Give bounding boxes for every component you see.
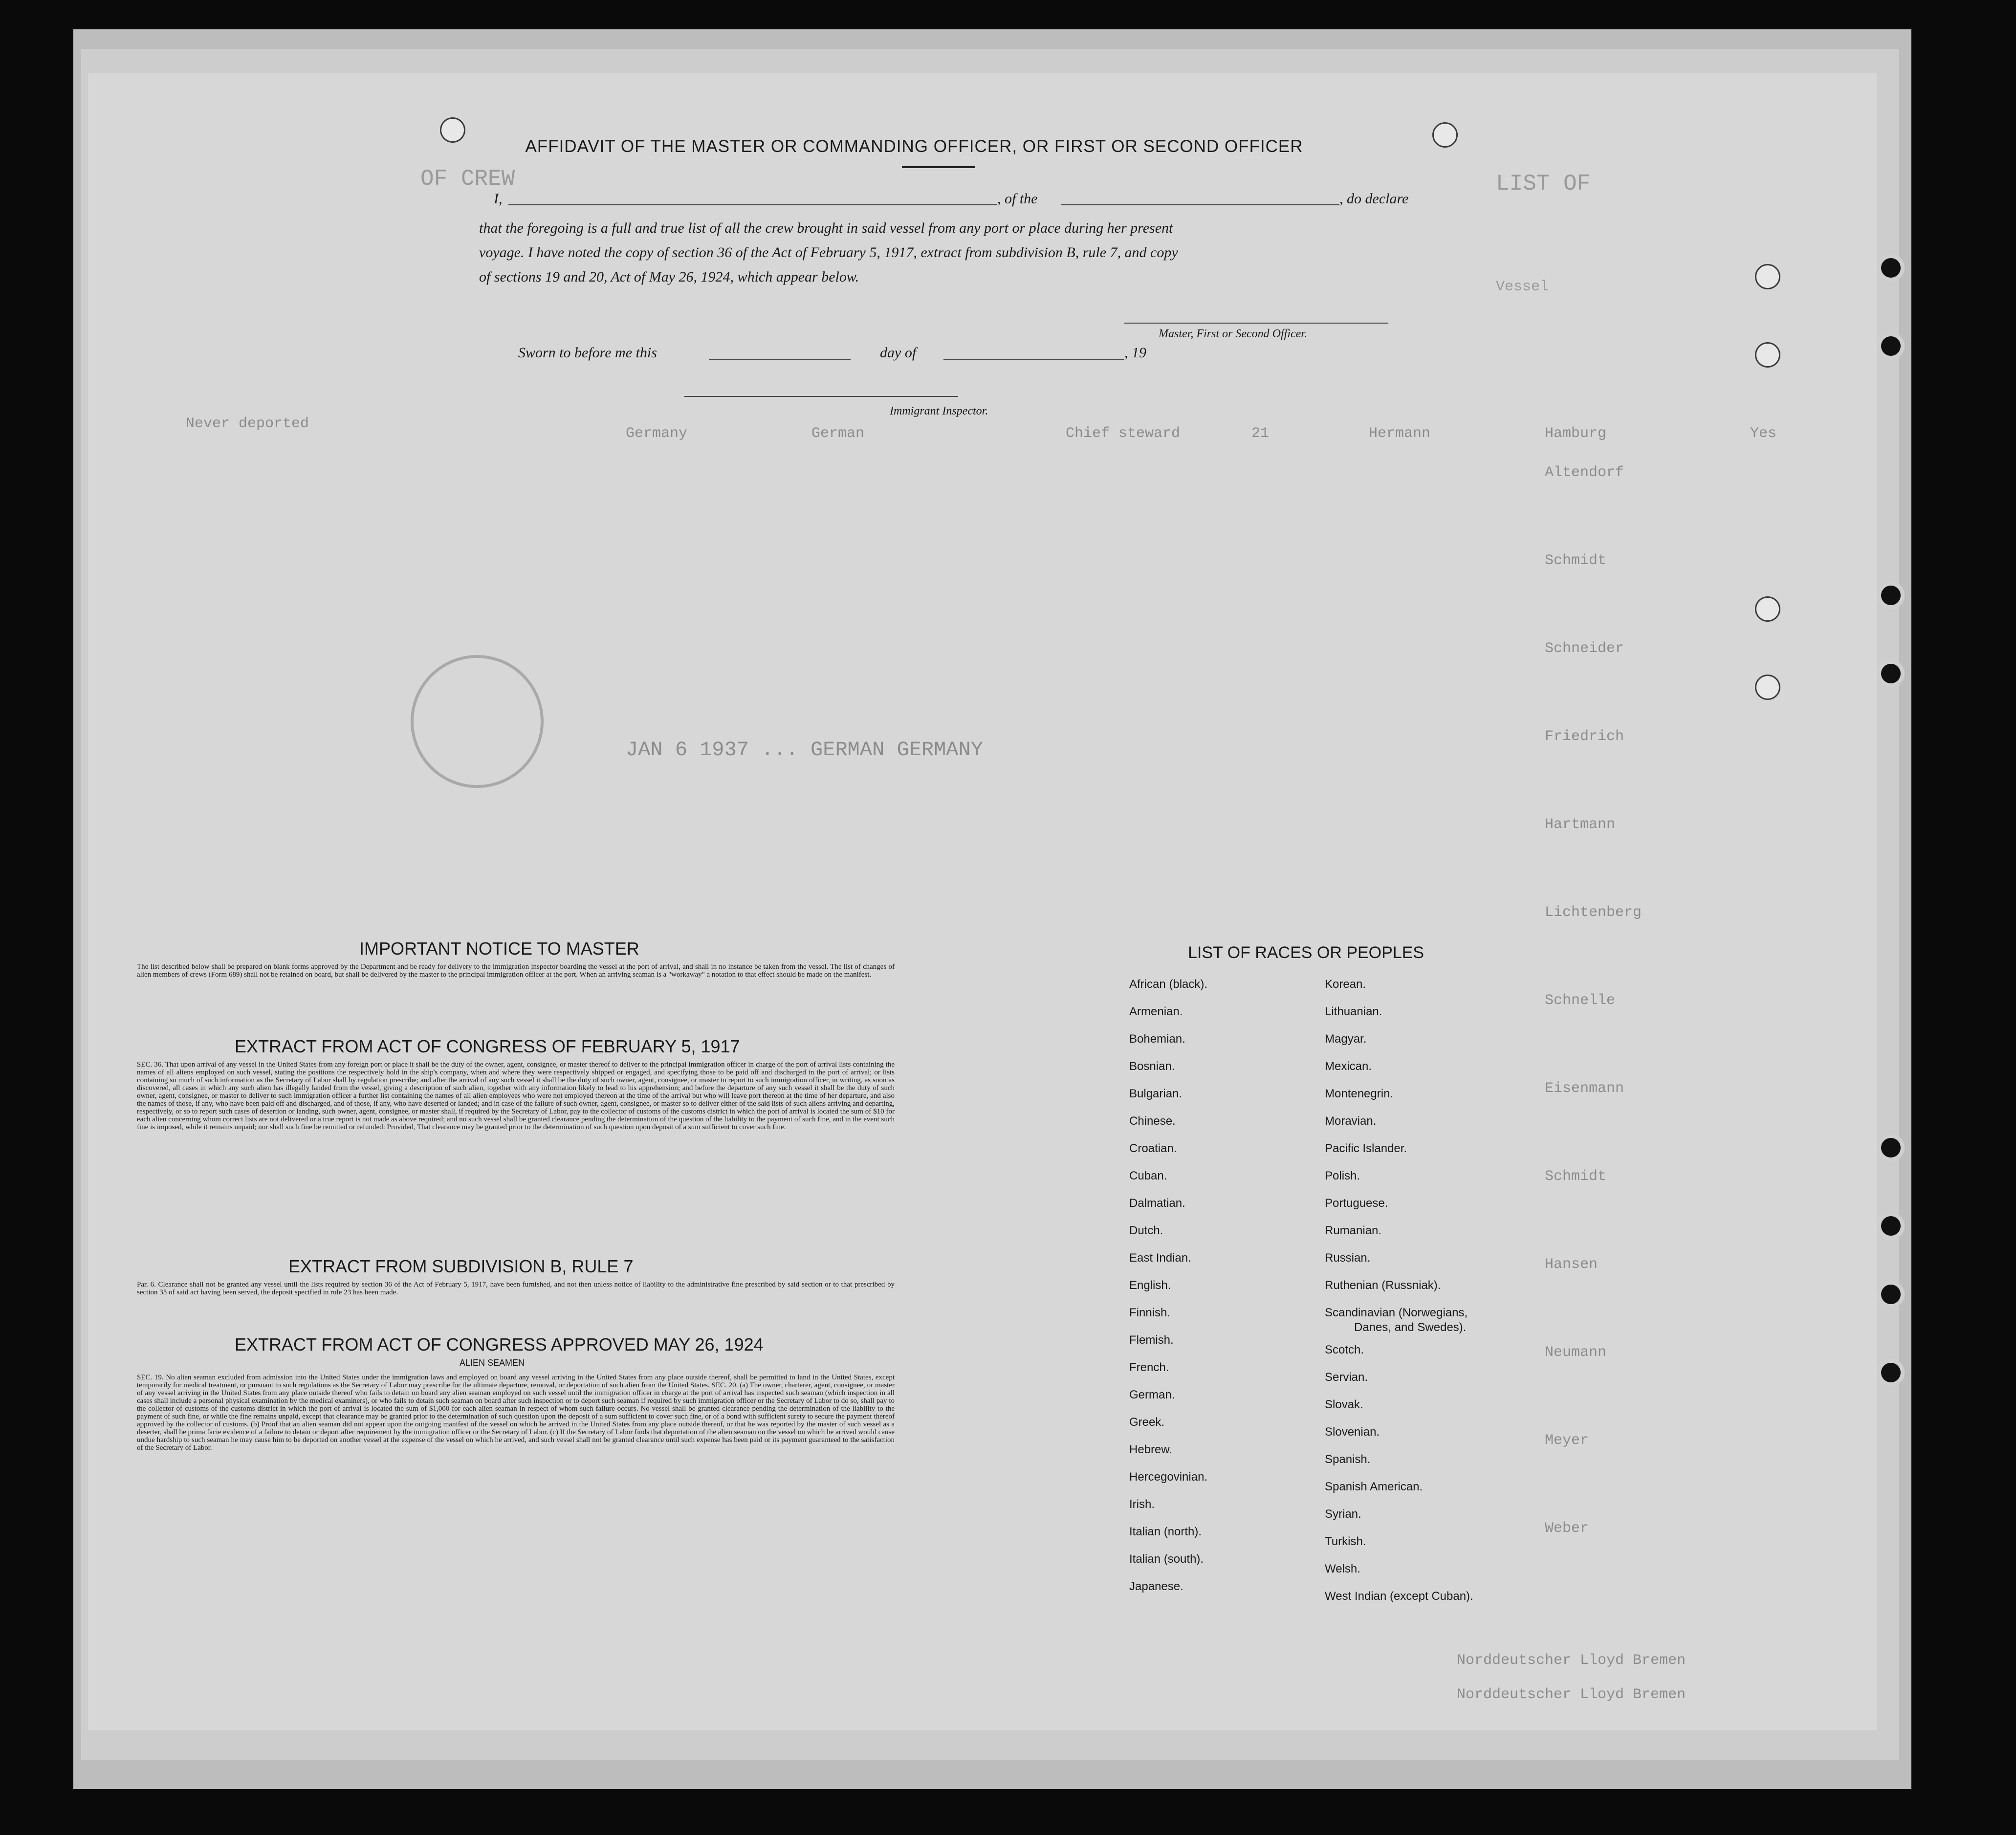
punch-hole (1755, 675, 1780, 700)
punch-hole (1755, 264, 1780, 289)
race-right: West Indian (except Cuban). (1325, 1590, 1473, 1603)
binder-ring (1877, 1359, 1905, 1386)
race-left: French. (1129, 1361, 1169, 1374)
races-list (1129, 978, 1520, 1662)
extract-1917-title: EXTRACT FROM ACT OF CONGRESS OF FEBRUARY 5, 1917 (235, 1036, 740, 1056)
extract-rule7-text: Par. 6. Clearance shall not be granted any vessel until the lists required by section 36 of the Act of February 5, 1917, have been furnished, and not then unless notice of liability to the administrative fine prescribed by said section or to that prescribed by section 35 of said act having been served, the deposit specified in rule 23 has been made. (137, 1281, 895, 1296)
race-left: Croatian. (1129, 1142, 1177, 1155)
name-blank[interactable] (508, 204, 997, 205)
notice-title: IMPORTANT NOTICE TO MASTER (359, 939, 639, 959)
binder-ring (1877, 660, 1905, 687)
race-left: Finnish. (1129, 1306, 1171, 1319)
race-right: Slovenian. (1325, 1425, 1380, 1439)
race-right: Portuguese. (1325, 1197, 1388, 1210)
affidavit-title: AFFIDAVIT OF THE MASTER OR COMMANDING OFFICER, OR FIRST OR SECOND OFFICER (525, 137, 1303, 156)
race-right: Montenegrin. (1325, 1087, 1394, 1100)
bleed-through-crew-list: LIST OF OF CREW Vessel Yes Hamburg Hermann 21 Chief steward German Germany Never deported Altendorf Schmidt Schneider Friedrich Hartmann Lichtenberg Schnelle Eisenmann Schmidt Hansen Neumann Meyer Weber JAN 6 1937 ... GERMAN GERMANY Norddeutscher Lloyd Bremen Norddeutscher Lloyd Bremen (186, 166, 1777, 1703)
title-rule (902, 166, 975, 168)
race-right: Servian. (1325, 1371, 1368, 1384)
race-right: Rumanian. (1325, 1224, 1382, 1237)
race-left: Italian (south). (1129, 1552, 1204, 1566)
year-label: , 19 (1124, 345, 1146, 361)
race-left: Japanese. (1129, 1580, 1183, 1593)
race-right: Russian. (1325, 1251, 1371, 1265)
affidavit-line-3: of sections 19 and 20, Act of May 26, 1924, which appear below. (479, 269, 859, 285)
binder-ring (1877, 582, 1905, 609)
race-left: Cuban. (1129, 1169, 1167, 1182)
race-left: Greek. (1129, 1416, 1165, 1429)
race-left: Dalmatian. (1129, 1197, 1185, 1210)
race-left: Bosnian. (1129, 1060, 1175, 1073)
affidavit-line-2: voyage. I have noted the copy of section 36 of the Act of February 5, 1917, extract from subdivision B, rule 7, and copy (479, 244, 1178, 261)
day-of-label: day of (880, 345, 917, 361)
extract-1917-text: SEC. 36. That upon arrival of any vessel in the United States from any foreign port or place it shall be the duty of the owner, agent, consignee, or master thereof to deliver to the principal immigration officer in charge of the port of arrival lists containing the names of all aliens employed on such vessel, stating the positions the respectively hold in the ship's company, when and where they were respectively shipped or engaged, and specifying those to be paid off and discharged in the port of arrival; or lists containing so much of such information as the Secretary of Labor shall by regulation prescribe; and after the arrival of any such vessel it shall be the duty of such owner, agent, consignee, or master to report to such immigration officer, in writing, as soon as discovered, all cases in which any such alien has illegally landed from the vessel, giving a description of such alien, together with any information likely to lead to his apprehension; and before the departure of any such vessel it shall be the duty of such owner, agent, consignee, or master to deliver to such immigration officer a further list containing the names of all alien employees who were not employed thereon at the time of the arrival but who will leave port thereon at the time of her departure, and also the names of those, if any, who have been paid off and discharged, and of those, if any, who have deserted or landed; and in case of the failure of such owner, agent, consignee, or master so to deliver either of the said lists of such aliens arriving and departing, respectively, or so to report such cases of desertion or landing, such owner, agent, consignee, or master shall, if required by the Secretary of Labor, pay to the collector of customs of the customs district in which the port of arrival is located the sum of $10 for each alien concerning whom correct lists are not delivered or a true report is not made as above required; and no such vessel shall be granted clearance pending the determination of the question of the liability to the payment of such fine, and in the event such fine is imposed, while it remains unpaid; nor shall such fine be remitted or refunded: Provided, That clearance may be granted prior to the determination of such question upon deposit of a sum sufficient to cover such fine. (137, 1061, 895, 1131)
binder-ring (1877, 254, 1905, 282)
race-right: Pacific Islander. (1325, 1142, 1407, 1155)
race-right: Polish. (1325, 1169, 1360, 1182)
race-right: Welsh. (1325, 1562, 1360, 1575)
races-title: LIST OF RACES OR PEOPLES (1188, 943, 1424, 962)
inspector-label: Immigrant Inspector. (890, 405, 988, 417)
affidavit-line-1: that the foregoing is a full and true list of all the crew brought in said vessel from any port or place during her present (479, 220, 1173, 236)
race-left: Bulgarian. (1129, 1087, 1183, 1100)
race-right-continued: Danes, and Swedes). (1354, 1321, 1467, 1334)
race-left: German. (1129, 1388, 1175, 1401)
race-left: English. (1129, 1279, 1171, 1292)
binder-ring (1877, 1134, 1905, 1161)
sworn-label: Sworn to before me this (518, 345, 657, 361)
inspector-signature-line[interactable] (684, 396, 958, 397)
race-right: Lithuanian. (1325, 1005, 1382, 1018)
vessel-blank[interactable] (1061, 204, 1339, 205)
race-right: Scotch. (1325, 1343, 1364, 1356)
extract-1924-title: EXTRACT FROM ACT OF CONGRESS APPROVED MAY 26, 1924 (235, 1334, 764, 1354)
race-right: Ruthenian (Russniak). (1325, 1279, 1441, 1292)
punch-hole (1755, 596, 1780, 622)
notice-text: The list described below shall be prepared on blank forms approved by the Department and be ready for delivery to the immigration inspector boarding the vessel at the port of arrival, and shall in no instance be taken from the vessel. The list of changes of alien members of crews (Form 689) shall not be retained on board, but shall be delivered by the master to the principal immigration officer at the port. When an arriving seaman is a "workaway" a notation to that effect should be made on the manifest. (137, 963, 895, 979)
race-left: Italian (north). (1129, 1525, 1202, 1538)
race-left: Hebrew. (1129, 1443, 1173, 1456)
race-left: Flemish. (1129, 1333, 1174, 1347)
punch-hole (1432, 122, 1458, 148)
race-right: Turkish. (1325, 1535, 1366, 1548)
manifest-sheet (88, 73, 1877, 1730)
sworn-day-blank[interactable] (709, 359, 851, 360)
sworn-month-blank[interactable] (943, 359, 1124, 360)
race-right: Slovak. (1325, 1398, 1363, 1411)
race-right: Mexican. (1325, 1060, 1372, 1073)
race-right: Spanish. (1325, 1453, 1371, 1466)
race-left: Dutch. (1129, 1224, 1163, 1237)
race-left: Bohemian. (1129, 1032, 1185, 1046)
race-right: Moravian. (1325, 1114, 1377, 1128)
affidavit-i-label: I, (494, 191, 503, 207)
affidavit-of-the: , of the (997, 191, 1038, 207)
race-left: African (black). (1129, 978, 1208, 991)
extract-rule7-title: EXTRACT FROM SUBDIVISION B, RULE 7 (288, 1256, 634, 1276)
race-right: Spanish American. (1325, 1480, 1423, 1493)
punch-hole (1755, 342, 1780, 368)
extract-1924-text: SEC. 19. No alien seaman excluded from admission into the United States under the immigration laws and employed on board any vessel arriving in the United States from any place outside thereof, shall be permitted to land in the United States, except temporarily for medical treatment, or pursuant to such regulations as the Secretary of Labor may prescribe for the ultimate departure, removal, or deportation of such alien from the United States. SEC. 20. (a) The owner, charterer, agent, consignee, or master of any vessel arriving in the United States from any place outside thereof who fails to detain on board any alien seaman employed on such vessel until the immigration officer in charge at the port of arrival has inspected such seaman (which inspection in all cases shall include a personal physical examination by the medical examiners), or who fails to detain such seaman on board after such inspection or to deport such seaman if required by such immigration officer or the Secretary of Labor to do so, shall pay to the collector of customs of the customs district in which the port of arrival is located the sum of $1,000 for each alien seaman in respect of whom such failure occurs. No vessel shall be granted clearance pending the determination of the liability to the payment of such fine, or while the fine remains unpaid, except that clearance may be granted prior to the determination of such question upon the deposit of a sum sufficient to cover such fine, or of a bond with sufficient surety to secure the payment thereof approved by the collector of customs. (b) Proof that an alien seaman did not appear upon the outgoing manifest of the vessel on which he arrived in the United States from any place outside thereof, or that he was reported by the master of such vessel as a deserter, shall be prima facie evidence of a failure to detain or deport after requirement by the immigration officer or the Secretary of Labor. (c) If the Secretary of Labor finds that deportation of the alien seaman on the vessel on which he arrived would cause undue hardship to such seaman he may cause him to be deported on another vessel at the expense of the vessel on which he arrived, and such vessel shall not be granted clearance until such expense has been paid or its payment guaranteed to the satisfaction of the Secretary of Labor. (137, 1374, 895, 1452)
race-left: East Indian. (1129, 1251, 1191, 1265)
binder-ring (1877, 332, 1905, 360)
race-left: Irish. (1129, 1498, 1155, 1511)
race-left: Chinese. (1129, 1114, 1176, 1128)
race-left: Armenian. (1129, 1005, 1183, 1018)
affidavit-do-declare: , do declare (1339, 191, 1409, 207)
race-right: Korean. (1325, 978, 1366, 991)
seal-stamp (411, 655, 544, 788)
master-label: Master, First or Second Officer. (1159, 328, 1307, 340)
race-left: Hercegovinian. (1129, 1470, 1208, 1484)
binder-ring (1877, 1212, 1905, 1240)
race-right: Magyar. (1325, 1032, 1367, 1046)
race-right: Scandinavian (Norwegians, (1325, 1306, 1468, 1319)
extract-1924-subtitle: ALIEN SEAMEN (460, 1358, 525, 1368)
binder-ring (1877, 1281, 1905, 1308)
master-signature-line[interactable] (1124, 323, 1388, 324)
race-right: Syrian. (1325, 1507, 1361, 1521)
